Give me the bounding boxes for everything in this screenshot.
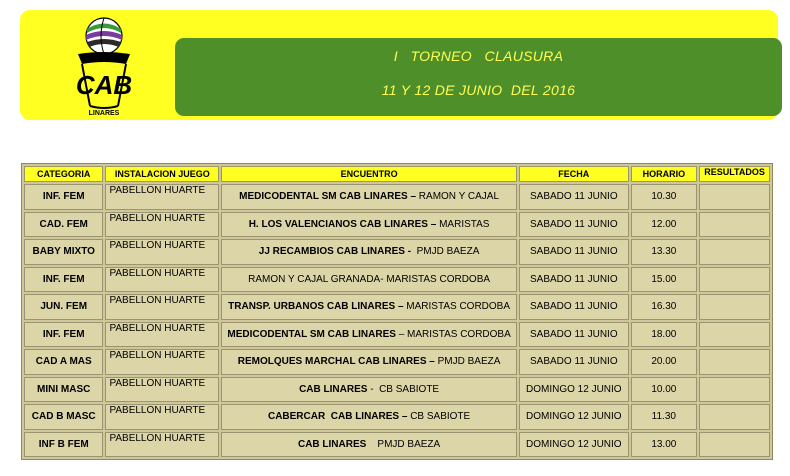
cell-fecha: SABADO 11 JUNIO <box>519 322 629 348</box>
cell-fecha: SABADO 11 JUNIO <box>519 239 629 265</box>
cell-categoria: BABY MIXTO <box>24 239 103 265</box>
cell-encuentro <box>221 239 517 265</box>
table-row <box>24 184 770 210</box>
cell-resultado[interactable] <box>699 267 770 293</box>
cell-encuentro <box>221 212 517 238</box>
cell-encuentro <box>221 322 517 348</box>
cell-encuentro <box>221 184 517 210</box>
header-horario: HORARIO <box>631 166 698 182</box>
header-resultados: RESULTADOS <box>699 166 770 182</box>
encuentro-local: REMOLQUES MARCHAL CAB LINARES – <box>237 356 435 368</box>
table-row <box>24 404 770 430</box>
cell-categoria: CAD. FEM <box>24 212 103 238</box>
encuentro-local: MEDICODENTAL SM CAB LINARES <box>227 328 396 340</box>
encuentro-visitante: RAMON Y CAJAL GRANADA- MARISTAS CORDOBA <box>248 273 491 285</box>
header-categoria: CATEGORIA <box>24 166 103 182</box>
cell-categoria: CAD A MAS <box>24 349 103 375</box>
table-row <box>24 432 770 458</box>
svg-text:LINARES: LINARES <box>88 110 120 117</box>
table-row <box>24 349 770 375</box>
cell-horario: 13.00 <box>631 432 698 458</box>
cell-categoria: INF. FEM <box>24 267 103 293</box>
cell-resultado[interactable] <box>699 349 770 375</box>
cell-instalacion: PABELLON HUARTE <box>105 322 219 348</box>
svg-text:CAB: CAB <box>75 70 133 100</box>
cell-fecha: SABADO 11 JUNIO <box>519 267 629 293</box>
cell-fecha: DOMINGO 12 JUNIO <box>519 377 629 403</box>
cell-fecha: DOMINGO 12 JUNIO <box>519 404 629 430</box>
tournament-dates: 11 Y 12 DE JUNIO DEL 2016 <box>381 82 576 98</box>
cell-instalacion: PABELLON HUARTE <box>105 184 219 210</box>
cell-resultado[interactable] <box>699 377 770 403</box>
encuentro-visitante: PMJD BAEZA <box>411 246 480 258</box>
cab-linares-logo <box>68 14 140 118</box>
table-row <box>24 212 770 238</box>
encuentro-visitante: RAMON Y CAJAL <box>416 191 500 203</box>
cell-instalacion: PABELLON HUARTE <box>105 432 219 458</box>
cell-fecha: DOMINGO 12 JUNIO <box>519 432 629 458</box>
cell-categoria: INF. FEM <box>24 322 103 348</box>
cell-horario: 12.00 <box>631 212 698 238</box>
encuentro-visitante: CB SABIOTE <box>407 411 471 423</box>
encuentro-local: CABERCAR CAB LINARES – <box>267 411 408 423</box>
cell-encuentro <box>221 294 517 320</box>
table-header-row <box>24 166 770 182</box>
cell-horario: 10.30 <box>631 184 698 210</box>
encuentro-visitante: MARISTAS <box>436 218 490 230</box>
cell-categoria: MINI MASC <box>24 377 103 403</box>
cell-horario: 11.30 <box>631 404 698 430</box>
cell-fecha: SABADO 11 JUNIO <box>519 184 629 210</box>
table-row <box>24 322 770 348</box>
encuentro-visitante: MARISTAS CORDOBA <box>403 301 511 313</box>
tournament-title: I TORNEO CLAUSURA <box>393 48 564 64</box>
encuentro-local: MEDICODENTAL SM CAB LINARES – <box>239 191 417 203</box>
encuentro-local: CAB LINARES <box>299 383 368 395</box>
cell-fecha: SABADO 11 JUNIO <box>519 349 629 375</box>
cell-categoria: CAD B MASC <box>24 404 103 430</box>
encuentro-visitante: – MARISTAS CORDOBA <box>395 328 511 340</box>
cell-resultado[interactable] <box>699 404 770 430</box>
cell-instalacion: PABELLON HUARTE <box>105 377 219 403</box>
cell-resultado[interactable] <box>699 432 770 458</box>
cell-instalacion: PABELLON HUARTE <box>105 294 219 320</box>
cell-encuentro <box>221 377 517 403</box>
encuentro-local: JJ RECAMBIOS CAB LINARES - <box>258 246 412 258</box>
encuentro-local: TRANSP. URBANOS CAB LINARES – <box>228 301 404 313</box>
cell-categoria: INF B FEM <box>24 432 103 458</box>
cell-horario: 13.30 <box>631 239 698 265</box>
cell-horario: 18.00 <box>631 322 698 348</box>
table-row <box>24 267 770 293</box>
table-row <box>24 239 770 265</box>
encuentro-local: CAB LINARES <box>297 438 367 450</box>
cell-fecha: SABADO 11 JUNIO <box>519 294 629 320</box>
cell-encuentro <box>221 349 517 375</box>
cell-instalacion: PABELLON HUARTE <box>105 267 219 293</box>
cell-instalacion: PABELLON HUARTE <box>105 212 219 238</box>
cell-instalacion: PABELLON HUARTE <box>105 349 219 375</box>
cell-horario: 15.00 <box>631 267 698 293</box>
cell-horario: 20.00 <box>631 349 698 375</box>
schedule-table <box>21 163 773 460</box>
cell-resultado[interactable] <box>699 322 770 348</box>
encuentro-visitante: PMJD BAEZA <box>366 438 441 450</box>
encuentro-visitante: - CB SABIOTE <box>367 383 440 395</box>
cell-categoria: JUN. FEM <box>24 294 103 320</box>
cell-fecha: SABADO 11 JUNIO <box>519 212 629 238</box>
cell-encuentro <box>221 432 517 458</box>
header-instalacion: INSTALACION JUEGO <box>105 166 219 182</box>
table-row <box>24 294 770 320</box>
cell-resultado[interactable] <box>699 294 770 320</box>
header-fecha: FECHA <box>519 166 629 182</box>
cell-resultado[interactable] <box>699 239 770 265</box>
cell-instalacion: PABELLON HUARTE <box>105 404 219 430</box>
cell-encuentro <box>221 404 517 430</box>
cell-instalacion: PABELLON HUARTE <box>105 239 219 265</box>
header-encuentro: ENCUENTRO <box>221 166 517 182</box>
cell-resultado[interactable] <box>699 184 770 210</box>
title-banner <box>175 38 782 116</box>
encuentro-local: H. LOS VALENCIANOS CAB LINARES – <box>248 218 437 230</box>
cell-horario: 16.30 <box>631 294 698 320</box>
cell-encuentro <box>221 267 517 293</box>
cell-categoria: INF. FEM <box>24 184 103 210</box>
encuentro-visitante: PMJD BAEZA <box>434 356 501 368</box>
table-row <box>24 377 770 403</box>
cell-resultado[interactable] <box>699 212 770 238</box>
cell-horario: 10.00 <box>631 377 698 403</box>
